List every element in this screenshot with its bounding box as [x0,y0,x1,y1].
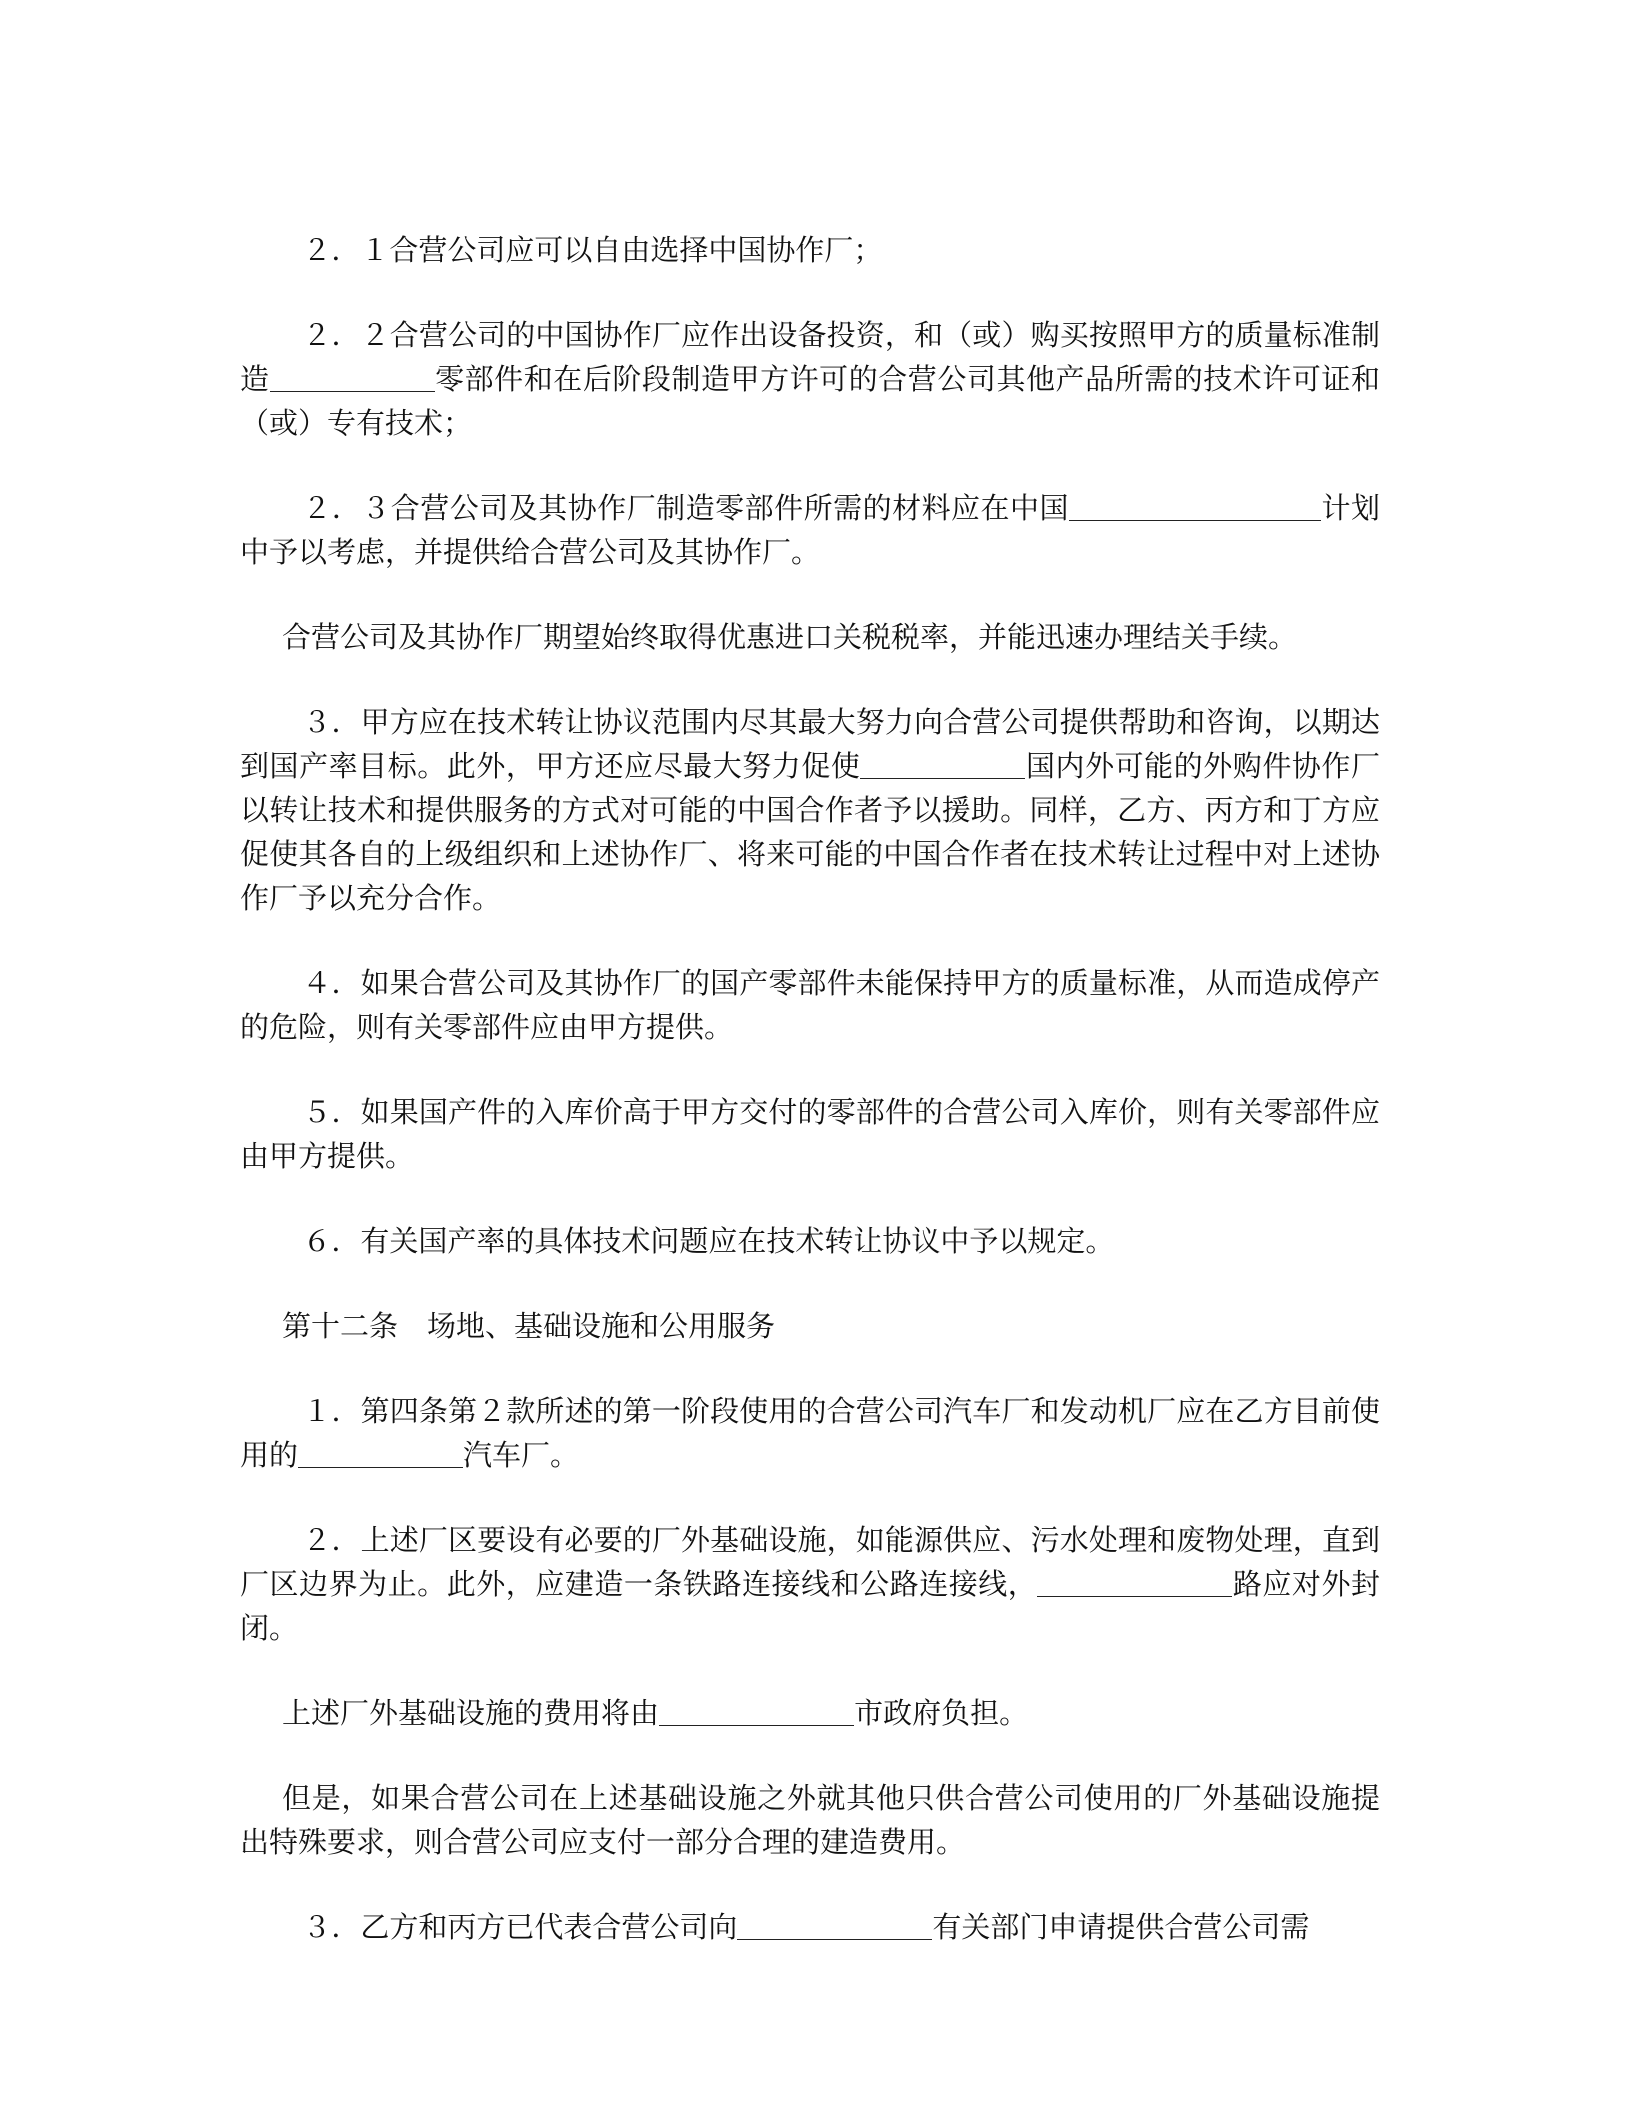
fill-in-blank [659,1696,854,1726]
paragraph [240,228,1380,272]
paragraph-text: 市政府负担。 [854,1696,1029,1730]
paragraph-text: 有关部门申请提供合营公司需 [932,1910,1310,1944]
paragraph [240,486,1380,574]
paragraph [240,1219,1380,1263]
paragraph-text: 汽车厂。 [463,1438,580,1472]
paragraph-text: ３．甲方应在技术转让协议范围内尽其最大努力向合营公司提供帮助和咨询，以期达到国产率目标。此外，甲方还应尽最大努力促使 [240,705,1380,783]
paragraph-text: １．第四条第２款所述的第一阶段使用的合营公司汽车厂和发动机厂应在乙方目前使用的 [240,1394,1380,1472]
paragraph [240,1905,1380,1949]
paragraph-text: ６．有关国产率的具体技术问题应在技术转让协议中予以规定。 [302,1224,1115,1258]
paragraph [240,1304,1380,1348]
paragraph [240,1518,1380,1650]
paragraph-text: ２．上述厂区要设有必要的厂外基础设施，如能源供应、污水处理和废物处理，直到厂区边界为止。此外，应建造一条铁路连接线和公路连接线， [240,1523,1380,1601]
paragraph-text: ５．如果国产件的入库价高于甲方交付的零部件的合营公司入库价，则有关零部件应由甲方提供。 [240,1095,1380,1173]
paragraph [240,1389,1380,1477]
paragraph-text: 零部件和在后阶段制造甲方许可的合营公司其他产品所需的技术许可证和（或）专有技术； [240,362,1380,440]
paragraph [240,1090,1380,1178]
paragraph-text: 计划中予以考虑，并提供给合营公司及其协作厂。 [240,491,1380,569]
paragraph [240,313,1380,445]
paragraph [240,700,1380,920]
paragraph-text: 上述厂外基础设施的费用将由 [282,1696,660,1730]
fill-in-blank [1069,491,1321,521]
fill-in-blank [298,1438,463,1468]
paragraph-text: 但是，如果合营公司在上述基础设施之外就其他只供合营公司使用的厂外基础设施提出特殊要求，则合营公司应支付一部分合理的建造费用。 [240,1781,1380,1859]
paragraph [240,961,1380,1049]
paragraph [240,1691,1380,1735]
fill-in-blank [1037,1567,1232,1597]
fill-in-blank [270,362,435,392]
fill-in-blank [860,749,1025,779]
document-body [240,228,1380,1990]
paragraph-text: 合营公司及其协作厂期望始终取得优惠进口关税税率，并能迅速办理结关手续。 [282,620,1298,654]
paragraph [240,1776,1380,1864]
paragraph-text: ２．１合营公司应可以自由选择中国协作厂； [302,233,883,267]
paragraph [240,615,1380,659]
fill-in-blank [737,1910,932,1940]
paragraph-text: 国内外可能的外购件协作厂以转让技术和提供服务的方式对可能的中国合作者予以援助。同样，乙方、丙方和丁方应促使其各自的上级组织和上述协作厂、将来可能的中国合作者在技术转让过程中对上述协作厂予以充分合作。 [240,749,1380,915]
paragraph-text: ２．３合营公司及其协作厂制造零部件所需的材料应在中国 [302,491,1069,525]
paragraph-text: 路应对外封闭。 [240,1567,1380,1645]
paragraph-text: ２．２合营公司的中国协作厂应作出设备投资，和（或）购买按照甲方的质量标准制造 [240,318,1380,396]
paragraph-text: 第十二条 场地、基础设施和公用服务 [282,1309,776,1343]
paragraph-text: ４．如果合营公司及其协作厂的国产零部件未能保持甲方的质量标准，从而造成停产的危险，则有关零部件应由甲方提供。 [240,966,1380,1044]
paragraph-text: ３．乙方和丙方已代表合营公司向 [302,1910,738,1944]
